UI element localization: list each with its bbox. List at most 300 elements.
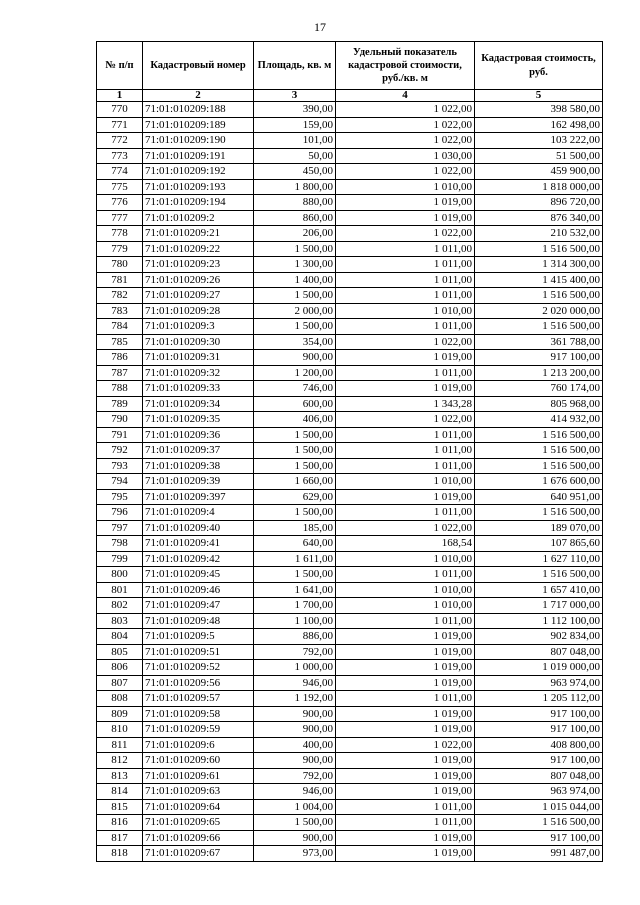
table-row — [97, 830, 603, 846]
table-row — [97, 195, 603, 211]
specific-value-cell: 1 011,00 — [336, 567, 475, 583]
row-number-cell: 815 — [97, 799, 143, 815]
header-cadastral-number: Кадастровый номер — [143, 42, 254, 90]
cadastral-value-cell: 1 516 500,00 — [475, 443, 603, 459]
area-cell: 354,00 — [254, 334, 336, 350]
cadastral-value-cell: 917 100,00 — [475, 830, 603, 846]
cadastral-number-cell: 71:01:010209:21 — [143, 226, 254, 242]
page-number: 17 — [314, 20, 326, 34]
area-cell: 1 004,00 — [254, 799, 336, 815]
area-cell: 2 000,00 — [254, 303, 336, 319]
row-number-cell: 782 — [97, 288, 143, 304]
row-number-cell: 777 — [97, 210, 143, 226]
cadastral-value-cell: 876 340,00 — [475, 210, 603, 226]
cadastral-value-cell: 1 205 112,00 — [475, 691, 603, 707]
specific-value-cell: 1 019,00 — [336, 784, 475, 800]
table-row — [97, 412, 603, 428]
area-cell: 1 500,00 — [254, 319, 336, 335]
table-row — [97, 474, 603, 490]
row-number-cell: 791 — [97, 427, 143, 443]
row-number-cell: 784 — [97, 319, 143, 335]
specific-value-cell: 1 022,00 — [336, 334, 475, 350]
cadastral-number-cell: 71:01:010209:57 — [143, 691, 254, 707]
cadastral-number-cell: 71:01:010209:52 — [143, 660, 254, 676]
cadastral-value-cell: 459 900,00 — [475, 164, 603, 180]
table-row — [97, 210, 603, 226]
area-cell: 640,00 — [254, 536, 336, 552]
cadastral-value-cell: 1 516 500,00 — [475, 567, 603, 583]
table-row — [97, 846, 603, 862]
cadastral-value-cell: 807 048,00 — [475, 768, 603, 784]
area-cell: 400,00 — [254, 737, 336, 753]
specific-value-cell: 1 019,00 — [336, 629, 475, 645]
row-number-cell: 795 — [97, 489, 143, 505]
area-cell: 1 700,00 — [254, 598, 336, 614]
area-cell: 946,00 — [254, 675, 336, 691]
specific-value-cell: 1 019,00 — [336, 644, 475, 660]
specific-value-cell: 1 019,00 — [336, 381, 475, 397]
cadastral-number-cell: 71:01:010209:56 — [143, 675, 254, 691]
area-cell: 900,00 — [254, 722, 336, 738]
specific-value-cell: 1 010,00 — [336, 179, 475, 195]
cadastral-number-cell: 71:01:010209:40 — [143, 520, 254, 536]
specific-value-cell: 1 022,00 — [336, 102, 475, 118]
row-number-cell: 798 — [97, 536, 143, 552]
table-row — [97, 706, 603, 722]
area-cell: 206,00 — [254, 226, 336, 242]
cadastral-number-cell: 71:01:010209:51 — [143, 644, 254, 660]
area-cell: 900,00 — [254, 753, 336, 769]
row-number-cell: 814 — [97, 784, 143, 800]
table-body — [97, 102, 603, 862]
specific-value-cell: 1 011,00 — [336, 815, 475, 831]
cadastral-value-cell: 1 015 044,00 — [475, 799, 603, 815]
cadastral-value-cell: 1 657 410,00 — [475, 582, 603, 598]
specific-value-cell: 1 019,00 — [336, 210, 475, 226]
area-cell: 406,00 — [254, 412, 336, 428]
column-number: 1 — [97, 90, 143, 102]
cadastral-value-table — [96, 41, 603, 862]
specific-value-cell: 1 011,00 — [336, 288, 475, 304]
table-row — [97, 629, 603, 645]
table-row — [97, 303, 603, 319]
cadastral-number-cell: 71:01:010209:58 — [143, 706, 254, 722]
cadastral-value-cell: 760 174,00 — [475, 381, 603, 397]
area-cell: 1 500,00 — [254, 241, 336, 257]
area-cell: 946,00 — [254, 784, 336, 800]
area-cell: 900,00 — [254, 830, 336, 846]
table-row — [97, 505, 603, 521]
cadastral-value-cell: 107 865,60 — [475, 536, 603, 552]
table-row — [97, 551, 603, 567]
specific-value-cell: 1 019,00 — [336, 350, 475, 366]
table-row — [97, 396, 603, 412]
row-number-cell: 781 — [97, 272, 143, 288]
cadastral-number-cell: 71:01:010209:59 — [143, 722, 254, 738]
area-cell: 1 641,00 — [254, 582, 336, 598]
row-number-cell: 776 — [97, 195, 143, 211]
cadastral-number-cell: 71:01:010209:35 — [143, 412, 254, 428]
cadastral-number-cell: 71:01:010209:42 — [143, 551, 254, 567]
cadastral-value-cell: 1 516 500,00 — [475, 505, 603, 521]
cadastral-number-cell: 71:01:010209:5 — [143, 629, 254, 645]
area-cell: 1 000,00 — [254, 660, 336, 676]
header-row-number: № п/п — [97, 42, 143, 90]
cadastral-number-cell: 71:01:010209:192 — [143, 164, 254, 180]
area-cell: 1 611,00 — [254, 551, 336, 567]
row-number-cell: 794 — [97, 474, 143, 490]
specific-value-cell: 1 022,00 — [336, 164, 475, 180]
cadastral-value-cell: 917 100,00 — [475, 722, 603, 738]
cadastral-value-cell: 1 516 500,00 — [475, 319, 603, 335]
cadastral-value-cell: 807 048,00 — [475, 644, 603, 660]
cadastral-value-cell: 963 974,00 — [475, 675, 603, 691]
cadastral-number-cell: 71:01:010209:64 — [143, 799, 254, 815]
table-row — [97, 768, 603, 784]
cadastral-value-cell: 51 500,00 — [475, 148, 603, 164]
area-cell: 860,00 — [254, 210, 336, 226]
cadastral-number-cell: 71:01:010209:33 — [143, 381, 254, 397]
area-cell: 900,00 — [254, 706, 336, 722]
specific-value-cell: 1 019,00 — [336, 675, 475, 691]
specific-value-cell: 1 019,00 — [336, 768, 475, 784]
row-number-cell: 771 — [97, 117, 143, 133]
table-row — [97, 691, 603, 707]
table-row — [97, 753, 603, 769]
table-row — [97, 241, 603, 257]
cadastral-value-cell: 1 627 110,00 — [475, 551, 603, 567]
cadastral-value-cell: 1 415 400,00 — [475, 272, 603, 288]
specific-value-cell: 1 343,28 — [336, 396, 475, 412]
row-number-cell: 809 — [97, 706, 143, 722]
table-row — [97, 117, 603, 133]
column-number: 4 — [336, 90, 475, 102]
specific-value-cell: 1 011,00 — [336, 613, 475, 629]
row-number-cell: 788 — [97, 381, 143, 397]
area-cell: 1 500,00 — [254, 567, 336, 583]
row-number-cell: 780 — [97, 257, 143, 273]
specific-value-cell: 1 022,00 — [336, 226, 475, 242]
row-number-cell: 797 — [97, 520, 143, 536]
row-number-cell: 773 — [97, 148, 143, 164]
area-cell: 1 200,00 — [254, 365, 336, 381]
cadastral-number-cell: 71:01:010209:191 — [143, 148, 254, 164]
table-row — [97, 815, 603, 831]
cadastral-number-cell: 71:01:010209:2 — [143, 210, 254, 226]
cadastral-value-cell: 1 019 000,00 — [475, 660, 603, 676]
specific-value-cell: 1 022,00 — [336, 737, 475, 753]
cadastral-value-cell: 1 516 500,00 — [475, 288, 603, 304]
area-cell: 1 300,00 — [254, 257, 336, 273]
row-number-cell: 775 — [97, 179, 143, 195]
cadastral-number-cell: 71:01:010209:48 — [143, 613, 254, 629]
cadastral-value-cell: 162 498,00 — [475, 117, 603, 133]
specific-value-cell: 1 011,00 — [336, 365, 475, 381]
table-row — [97, 288, 603, 304]
cadastral-value-cell: 896 720,00 — [475, 195, 603, 211]
specific-value-cell: 1 010,00 — [336, 598, 475, 614]
row-number-cell: 789 — [97, 396, 143, 412]
table-row — [97, 722, 603, 738]
row-number-cell: 801 — [97, 582, 143, 598]
specific-value-cell: 168,54 — [336, 536, 475, 552]
cadastral-number-cell: 71:01:010209:6 — [143, 737, 254, 753]
specific-value-cell: 1 019,00 — [336, 846, 475, 862]
row-number-cell: 796 — [97, 505, 143, 521]
row-number-cell: 813 — [97, 768, 143, 784]
cadastral-number-cell: 71:01:010209:23 — [143, 257, 254, 273]
specific-value-cell: 1 011,00 — [336, 458, 475, 474]
area-cell: 880,00 — [254, 195, 336, 211]
cadastral-number-cell: 71:01:010209:61 — [143, 768, 254, 784]
area-cell: 886,00 — [254, 629, 336, 645]
specific-value-cell: 1 010,00 — [336, 582, 475, 598]
table-row — [97, 365, 603, 381]
cadastral-number-cell: 71:01:010209:39 — [143, 474, 254, 490]
cadastral-number-cell: 71:01:010209:66 — [143, 830, 254, 846]
cadastral-number-cell: 71:01:010209:47 — [143, 598, 254, 614]
area-cell: 185,00 — [254, 520, 336, 536]
table-row — [97, 536, 603, 552]
area-cell: 450,00 — [254, 164, 336, 180]
row-number-cell: 807 — [97, 675, 143, 691]
specific-value-cell: 1 011,00 — [336, 799, 475, 815]
table-row — [97, 164, 603, 180]
specific-value-cell: 1 011,00 — [336, 691, 475, 707]
cadastral-value-cell: 1 516 500,00 — [475, 815, 603, 831]
cadastral-number-cell: 71:01:010209:36 — [143, 427, 254, 443]
table-row — [97, 443, 603, 459]
specific-value-cell: 1 019,00 — [336, 195, 475, 211]
cadastral-value-cell: 414 932,00 — [475, 412, 603, 428]
cadastral-value-cell: 902 834,00 — [475, 629, 603, 645]
table-row — [97, 427, 603, 443]
row-number-cell: 787 — [97, 365, 143, 381]
cadastral-number-cell: 71:01:010209:37 — [143, 443, 254, 459]
row-number-cell: 799 — [97, 551, 143, 567]
specific-value-cell: 1 022,00 — [336, 117, 475, 133]
area-cell: 1 400,00 — [254, 272, 336, 288]
specific-value-cell: 1 019,00 — [336, 753, 475, 769]
cadastral-number-cell: 71:01:010209:3 — [143, 319, 254, 335]
cadastral-value-cell: 2 020 000,00 — [475, 303, 603, 319]
cadastral-number-cell: 71:01:010209:22 — [143, 241, 254, 257]
table-row — [97, 737, 603, 753]
area-cell: 390,00 — [254, 102, 336, 118]
area-cell: 746,00 — [254, 381, 336, 397]
cadastral-value-cell: 640 951,00 — [475, 489, 603, 505]
table-row — [97, 489, 603, 505]
row-number-cell: 812 — [97, 753, 143, 769]
cadastral-number-cell: 71:01:010209:28 — [143, 303, 254, 319]
cadastral-value-cell: 361 788,00 — [475, 334, 603, 350]
area-cell: 1 500,00 — [254, 458, 336, 474]
row-number-cell: 804 — [97, 629, 143, 645]
column-number-row — [97, 90, 603, 102]
specific-value-cell: 1 011,00 — [336, 505, 475, 521]
table-row — [97, 381, 603, 397]
table-row — [97, 799, 603, 815]
row-number-cell: 792 — [97, 443, 143, 459]
specific-value-cell: 1 011,00 — [336, 241, 475, 257]
cadastral-number-cell: 71:01:010209:397 — [143, 489, 254, 505]
row-number-cell: 816 — [97, 815, 143, 831]
area-cell: 1 500,00 — [254, 815, 336, 831]
area-cell: 50,00 — [254, 148, 336, 164]
row-number-cell: 779 — [97, 241, 143, 257]
cadastral-value-cell: 917 100,00 — [475, 753, 603, 769]
area-cell: 1 800,00 — [254, 179, 336, 195]
cadastral-number-cell: 71:01:010209:67 — [143, 846, 254, 862]
cadastral-value-cell: 963 974,00 — [475, 784, 603, 800]
cadastral-value-cell: 917 100,00 — [475, 706, 603, 722]
table-row — [97, 458, 603, 474]
cadastral-number-cell: 71:01:010209:65 — [143, 815, 254, 831]
cadastral-number-cell: 71:01:010209:46 — [143, 582, 254, 598]
specific-value-cell: 1 022,00 — [336, 520, 475, 536]
row-number-cell: 793 — [97, 458, 143, 474]
row-number-cell: 811 — [97, 737, 143, 753]
specific-value-cell: 1 019,00 — [336, 706, 475, 722]
specific-value-cell: 1 011,00 — [336, 427, 475, 443]
row-number-cell: 805 — [97, 644, 143, 660]
table-row — [97, 226, 603, 242]
cadastral-value-cell: 189 070,00 — [475, 520, 603, 536]
row-number-cell: 803 — [97, 613, 143, 629]
cadastral-value-cell: 103 222,00 — [475, 133, 603, 149]
table-row — [97, 582, 603, 598]
cadastral-value-cell: 408 800,00 — [475, 737, 603, 753]
specific-value-cell: 1 011,00 — [336, 319, 475, 335]
area-cell: 1 500,00 — [254, 427, 336, 443]
specific-value-cell: 1 019,00 — [336, 830, 475, 846]
area-cell: 101,00 — [254, 133, 336, 149]
row-number-cell: 783 — [97, 303, 143, 319]
row-number-cell: 806 — [97, 660, 143, 676]
table-row — [97, 660, 603, 676]
table-row — [97, 102, 603, 118]
specific-value-cell: 1 011,00 — [336, 257, 475, 273]
area-cell: 792,00 — [254, 768, 336, 784]
row-number-cell: 817 — [97, 830, 143, 846]
cadastral-number-cell: 71:01:010209:41 — [143, 536, 254, 552]
specific-value-cell: 1 010,00 — [336, 474, 475, 490]
cadastral-number-cell: 71:01:010209:26 — [143, 272, 254, 288]
header-area: Площадь, кв. м — [254, 42, 336, 90]
specific-value-cell: 1 011,00 — [336, 272, 475, 288]
row-number-cell: 786 — [97, 350, 143, 366]
specific-value-cell: 1 019,00 — [336, 722, 475, 738]
area-cell: 1 500,00 — [254, 443, 336, 459]
cadastral-value-cell: 1 213 200,00 — [475, 365, 603, 381]
table-row — [97, 319, 603, 335]
cadastral-number-cell: 71:01:010209:34 — [143, 396, 254, 412]
area-cell: 159,00 — [254, 117, 336, 133]
area-cell: 1 500,00 — [254, 288, 336, 304]
row-number-cell: 802 — [97, 598, 143, 614]
row-number-cell: 778 — [97, 226, 143, 242]
table-row — [97, 675, 603, 691]
row-number-cell: 800 — [97, 567, 143, 583]
header-specific-value: Удельный показатель кадастровой стоимости, руб./кв. м — [336, 42, 475, 90]
specific-value-cell: 1 019,00 — [336, 660, 475, 676]
cadastral-number-cell: 71:01:010209:45 — [143, 567, 254, 583]
specific-value-cell: 1 011,00 — [336, 443, 475, 459]
row-number-cell: 790 — [97, 412, 143, 428]
area-cell: 900,00 — [254, 350, 336, 366]
specific-value-cell: 1 022,00 — [336, 412, 475, 428]
area-cell: 1 500,00 — [254, 505, 336, 521]
table-row — [97, 350, 603, 366]
cadastral-value-cell: 210 532,00 — [475, 226, 603, 242]
table-row — [97, 520, 603, 536]
column-number: 5 — [475, 90, 603, 102]
cadastral-value-cell: 1 314 300,00 — [475, 257, 603, 273]
table-row — [97, 567, 603, 583]
cadastral-value-cell: 991 487,00 — [475, 846, 603, 862]
row-number-cell: 770 — [97, 102, 143, 118]
table-row — [97, 179, 603, 195]
column-number: 3 — [254, 90, 336, 102]
table-row — [97, 334, 603, 350]
cadastral-number-cell: 71:01:010209:30 — [143, 334, 254, 350]
cadastral-number-cell: 71:01:010209:60 — [143, 753, 254, 769]
area-cell: 973,00 — [254, 846, 336, 862]
specific-value-cell: 1 010,00 — [336, 551, 475, 567]
specific-value-cell: 1 019,00 — [336, 489, 475, 505]
row-number-cell: 772 — [97, 133, 143, 149]
area-cell: 792,00 — [254, 644, 336, 660]
row-number-cell: 785 — [97, 334, 143, 350]
cadastral-value-cell: 917 100,00 — [475, 350, 603, 366]
cadastral-number-cell: 71:01:010209:194 — [143, 195, 254, 211]
area-cell: 629,00 — [254, 489, 336, 505]
area-cell: 1 192,00 — [254, 691, 336, 707]
table-row — [97, 148, 603, 164]
cadastral-number-cell: 71:01:010209:63 — [143, 784, 254, 800]
cadastral-value-cell: 1 112 100,00 — [475, 613, 603, 629]
cadastral-value-cell: 1 516 500,00 — [475, 427, 603, 443]
area-cell: 1 100,00 — [254, 613, 336, 629]
area-cell: 1 660,00 — [254, 474, 336, 490]
cadastral-number-cell: 71:01:010209:188 — [143, 102, 254, 118]
cadastral-value-cell: 1 516 500,00 — [475, 458, 603, 474]
specific-value-cell: 1 030,00 — [336, 148, 475, 164]
cadastral-value-cell: 1 717 000,00 — [475, 598, 603, 614]
cadastral-value-cell: 1 818 000,00 — [475, 179, 603, 195]
table-header-row — [97, 42, 603, 90]
table-row — [97, 784, 603, 800]
table-row — [97, 613, 603, 629]
table-row — [97, 272, 603, 288]
cadastral-number-cell: 71:01:010209:190 — [143, 133, 254, 149]
table-row — [97, 133, 603, 149]
cadastral-number-cell: 71:01:010209:189 — [143, 117, 254, 133]
column-number: 2 — [143, 90, 254, 102]
cadastral-number-cell: 71:01:010209:38 — [143, 458, 254, 474]
row-number-cell: 808 — [97, 691, 143, 707]
cadastral-number-cell: 71:01:010209:27 — [143, 288, 254, 304]
table-row — [97, 257, 603, 273]
specific-value-cell: 1 010,00 — [336, 303, 475, 319]
row-number-cell: 810 — [97, 722, 143, 738]
area-cell: 600,00 — [254, 396, 336, 412]
table-row — [97, 598, 603, 614]
cadastral-number-cell: 71:01:010209:31 — [143, 350, 254, 366]
cadastral-number-cell: 71:01:010209:4 — [143, 505, 254, 521]
specific-value-cell: 1 022,00 — [336, 133, 475, 149]
cadastral-value-cell: 1 676 600,00 — [475, 474, 603, 490]
